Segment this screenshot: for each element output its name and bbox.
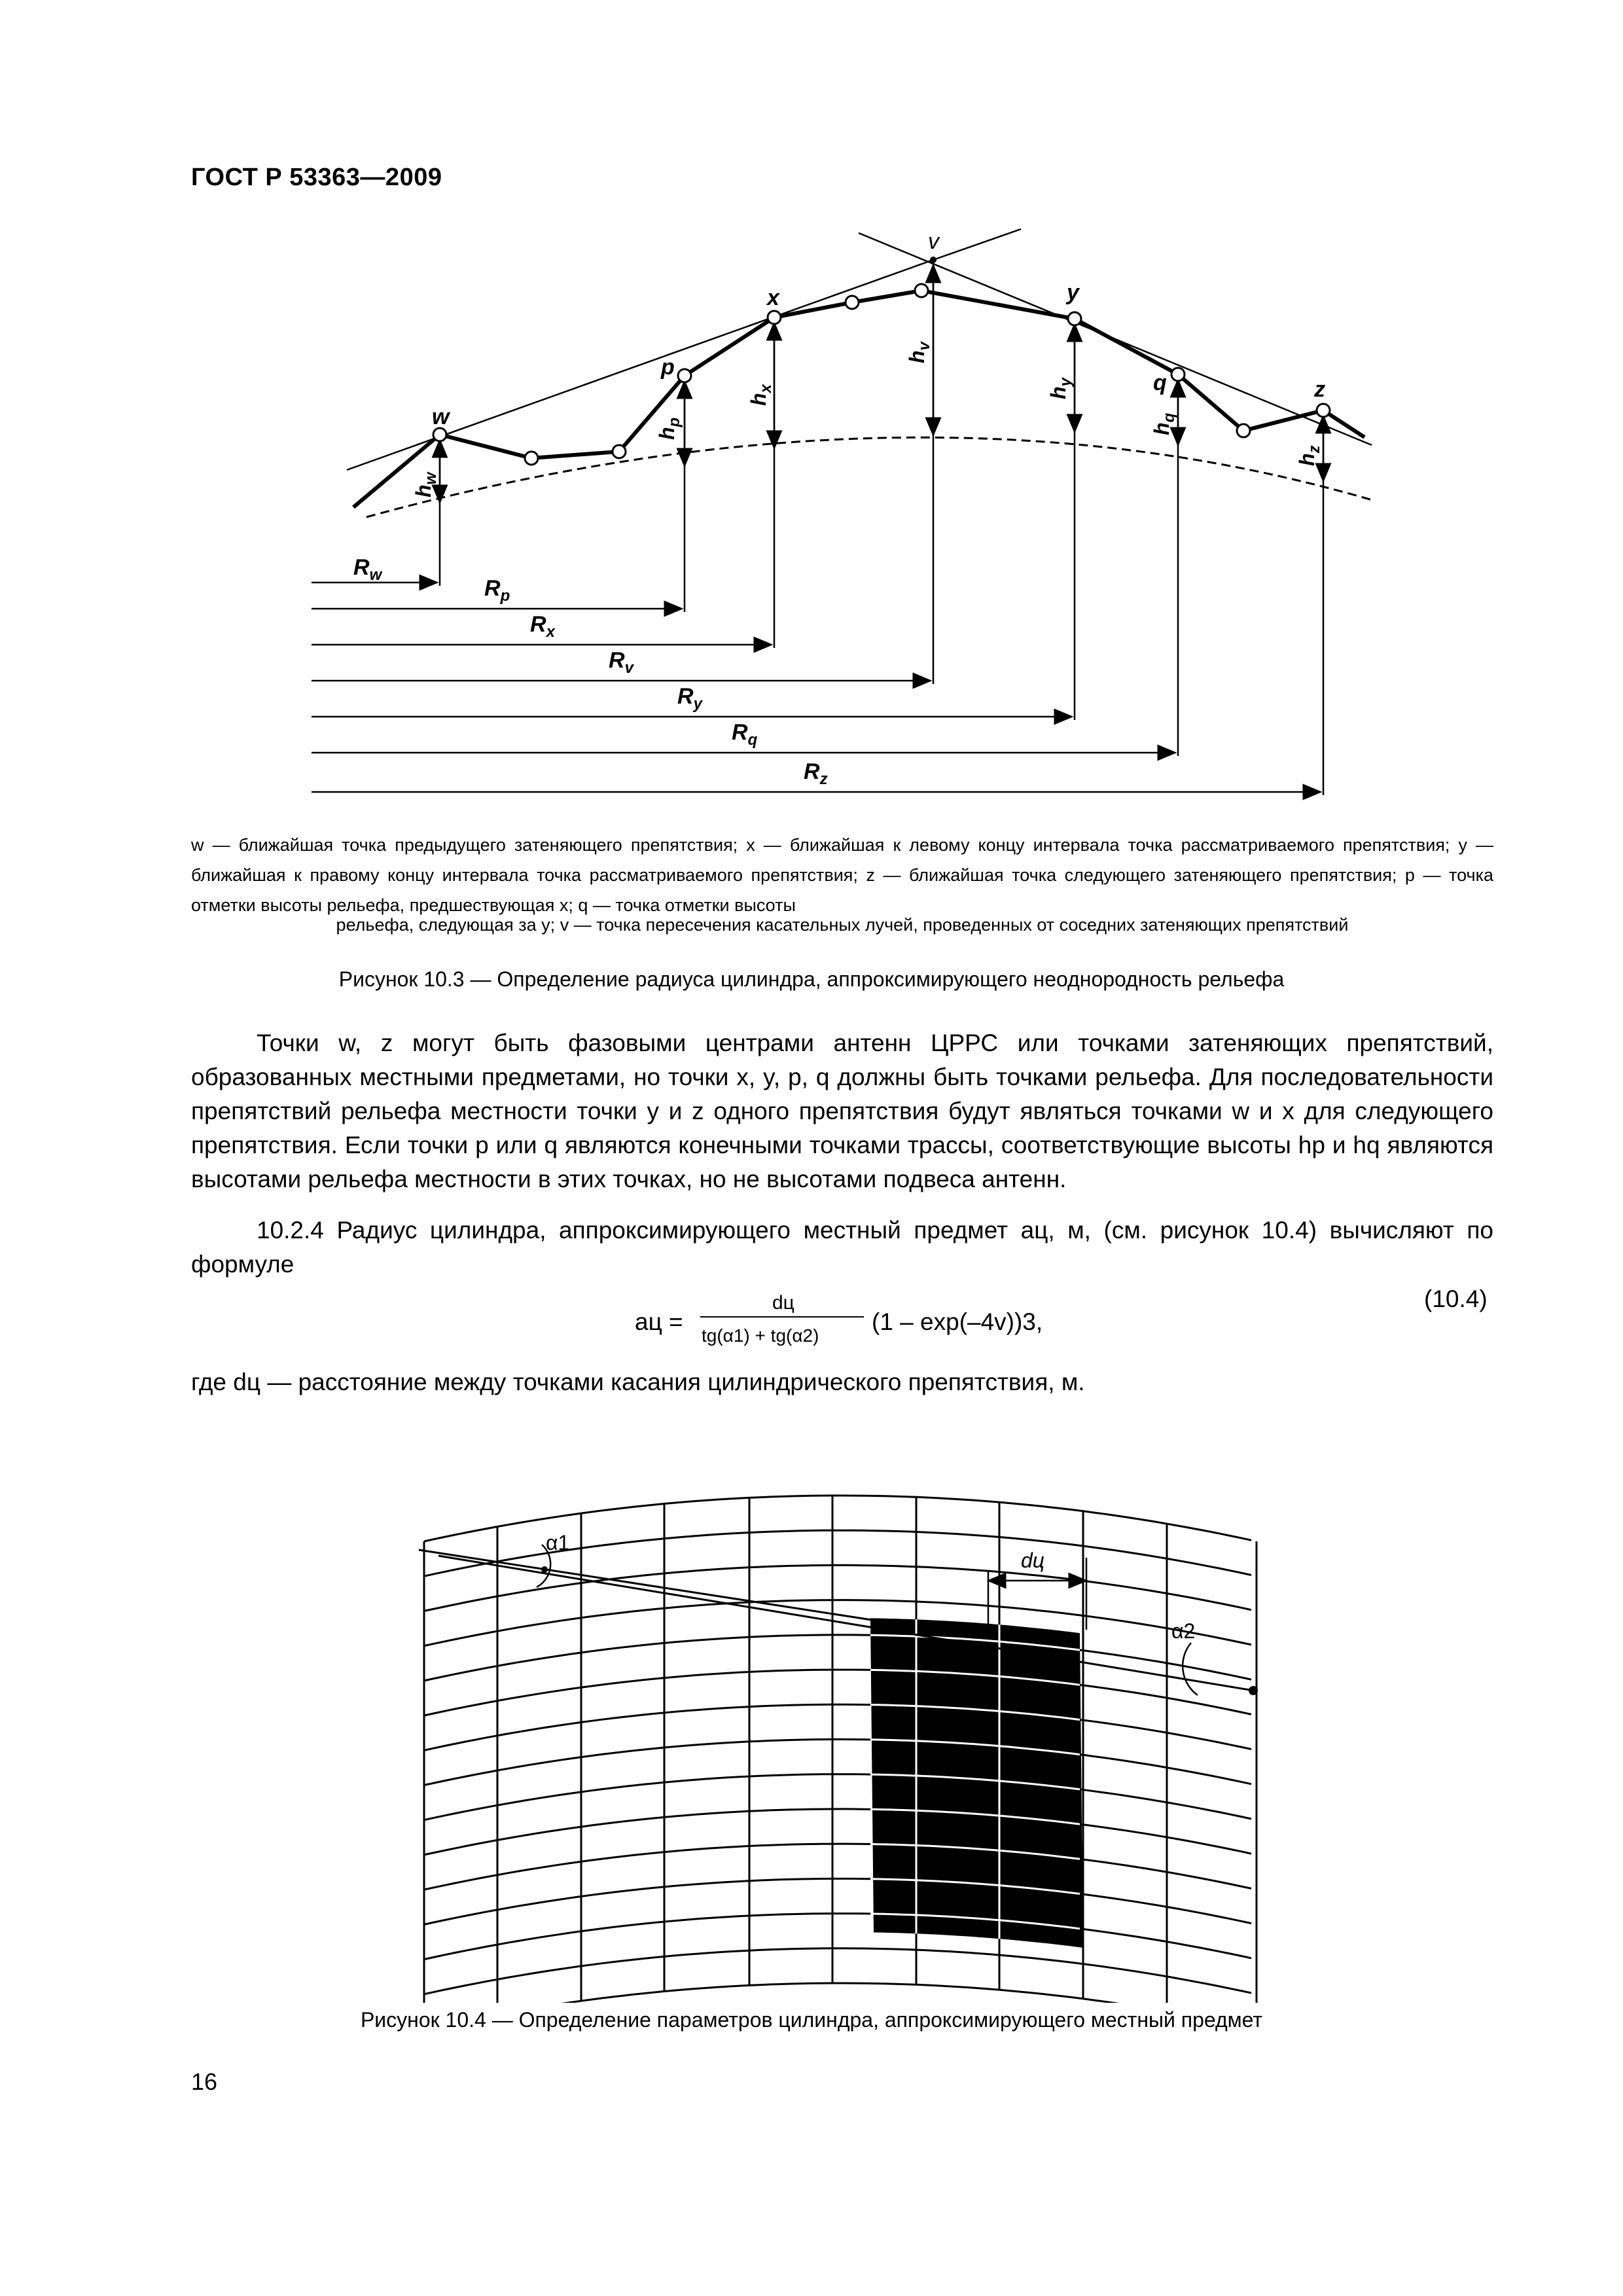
label-hx: $h_x$ xyxy=(747,384,775,406)
formula-lhs: aц = xyxy=(635,1308,683,1335)
label-w: w xyxy=(432,404,450,429)
label-v: v xyxy=(928,229,939,254)
label-rp: $R_p$ xyxy=(484,576,510,605)
label-rz: $R_z$ xyxy=(804,759,828,788)
figure-10-3-caption: Рисунок 10.3 — Определение радиуса цилиндра, аппроксимирующего неоднородность рельефа xyxy=(338,967,1285,991)
label-rx: $R_x$ xyxy=(530,612,555,641)
figure-10-3-legend: w — ближайшая точка предыдущего затеняющего препятствия; x — ближайшая к левому концу интервала точка рассматриваемого препятствия; y — ближайшая к правому концу интервала точка рассматриваемого препятствия; z — ближайшая точка следующего затеняющего препятствия; p — точка отметки высоты рельефа, предшествующая x; q — точка отметки высоты xyxy=(191,835,1493,915)
label-alpha1: α1 xyxy=(546,1531,570,1554)
figure-10-3-legend-last: рельефа, следующая за y; v — точка пересечения касательных лучей, проведенных от соседних затеняющих препятствий xyxy=(336,915,1349,935)
paragraph-where: где dц — расстояние между точками касания цилиндрического препятствия, м. xyxy=(191,1369,1085,1395)
formula-denominator: tg(α1) + tg(α2) xyxy=(702,1325,819,1346)
formula-numerator: dц xyxy=(772,1292,794,1314)
label-hw: $h_w$ xyxy=(412,472,440,497)
label-hq: $h_q$ xyxy=(1150,412,1178,435)
label-y: y xyxy=(1067,280,1079,305)
label-rq: $R_q$ xyxy=(732,720,758,749)
paragraph-points: Точки w, z могут быть фазовыми центрами антенн ЦРРС или точками затеняющих препятствий, образованных местными предметами, но точки x, y, p, q должны быть точками рельефа. Для последовательности препятствий рельефа местности точки y и z одного препятствия будут являться точками w и x для следующего препятствия. Если точки p или q являются конечными точками трассы, соответствующие высоты hp и hq являются высотами рельефа местности в этих точках, но не высотами подвеса антенн. xyxy=(191,1030,1493,1193)
label-d: dц xyxy=(1021,1549,1045,1572)
document-header: ГОСТ Р 53363—2009 xyxy=(191,164,442,191)
label-hy: $h_y$ xyxy=(1046,378,1075,399)
label-hv: $h_v$ xyxy=(905,342,933,363)
paragraph-10-2-4: 10.2.4 Радиус цилиндра, аппроксимирующего местный предмет aц, м, (см. рисунок 10.4) вычисляют по формуле xyxy=(191,1217,1493,1278)
building-block xyxy=(870,1618,1083,1947)
label-p: p xyxy=(661,355,675,380)
label-q: q xyxy=(1153,370,1167,395)
label-hp: $h_p$ xyxy=(655,417,683,440)
label-ry: $R_y$ xyxy=(677,684,702,713)
label-hz: $h_z$ xyxy=(1295,445,1323,466)
equation-number: (10.4) xyxy=(1424,1285,1488,1312)
label-alpha2: α2 xyxy=(1171,1619,1196,1643)
label-rw: $R_w$ xyxy=(353,555,382,584)
label-rv: $R_v$ xyxy=(609,648,633,677)
figure-10-4-caption: Рисунок 10.4 — Определение параметров цилиндра, аппроксимирующего местный предмет xyxy=(360,2008,1263,2032)
label-x: x xyxy=(767,285,779,310)
label-z: z xyxy=(1314,377,1325,402)
formula-factor: (1 – exp(–4v))3, xyxy=(872,1308,1043,1335)
page-number: 16 xyxy=(191,2068,218,2095)
